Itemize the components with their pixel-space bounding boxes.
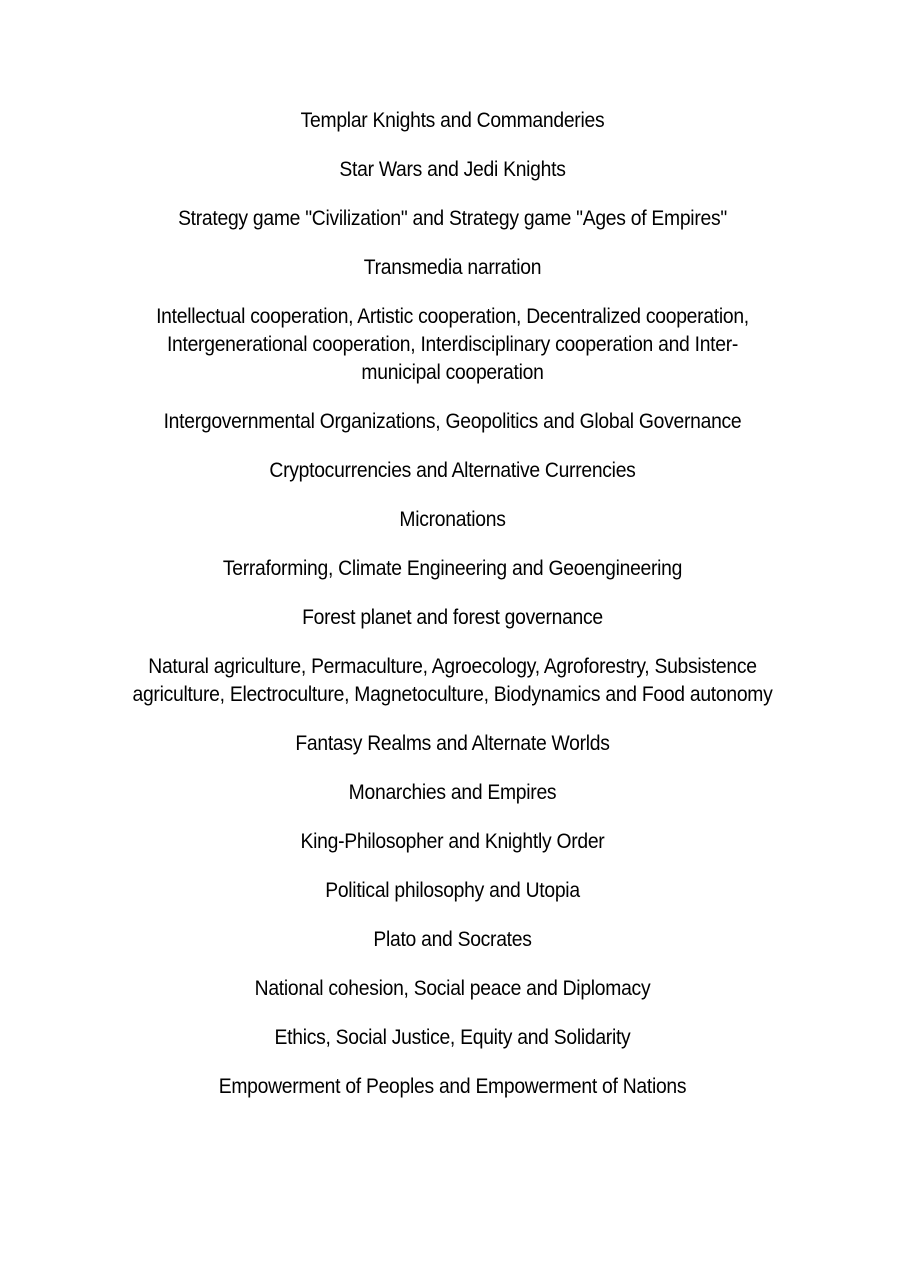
topic-line: Cryptocurrencies and Alternative Currencies <box>269 459 636 482</box>
topic-item <box>119 408 786 436</box>
topic-item <box>119 457 786 485</box>
topic-item <box>119 604 786 632</box>
topic-item <box>119 1024 786 1052</box>
topic-item <box>119 107 786 135</box>
topic-line: Political philosophy and Utopia <box>325 879 580 902</box>
topic-line: King-Philosopher and Knightly Order <box>300 830 605 853</box>
topic-line: Fantasy Realms and Alternate Worlds <box>295 732 610 755</box>
topic-line: Monarchies and Empires <box>348 781 557 804</box>
topic-item <box>119 205 786 233</box>
topic-item <box>119 555 786 583</box>
topic-line: Terraforming, Climate Engineering and Geoengineering <box>222 557 683 580</box>
topic-item <box>119 156 786 184</box>
topic-line: Micronations <box>399 508 506 531</box>
topic-item <box>119 1073 786 1101</box>
topic-list <box>90 107 815 1122</box>
topic-line: Natural agriculture, Permaculture, Agroecology, Agroforestry, Subsistence <box>148 655 757 678</box>
topic-line: Intergenerational cooperation, Interdisciplinary cooperation and Inter- <box>166 333 739 356</box>
topic-line: Plato and Socrates <box>373 928 532 951</box>
topic-line: Intergovernmental Organizations, Geopolitics and Global Governance <box>163 410 742 433</box>
topic-line: Templar Knights and Commanderies <box>300 109 605 132</box>
topic-item <box>119 975 786 1003</box>
topic-line: Ethics, Social Justice, Equity and Solidarity <box>274 1026 631 1049</box>
topic-item <box>119 653 786 709</box>
topic-line: Star Wars and Jedi Knights <box>339 158 566 181</box>
topic-item <box>119 926 786 954</box>
topic-item <box>119 877 786 905</box>
topic-line: National cohesion, Social peace and Diplomacy <box>254 977 651 1000</box>
topic-item <box>119 779 786 807</box>
topic-line: municipal cooperation <box>361 361 544 384</box>
topic-line: Intellectual cooperation, Artistic cooperation, Decentralized cooperation, <box>156 305 749 328</box>
topic-line: Empowerment of Peoples and Empowerment of Nations <box>218 1075 687 1098</box>
topic-item <box>119 828 786 856</box>
topic-line: Strategy game "Civilization" and Strategy game "Ages of Empires" <box>178 207 727 230</box>
topic-item <box>119 254 786 282</box>
topic-line: Transmedia narration <box>363 256 542 279</box>
topic-item <box>119 303 786 387</box>
topic-line: agriculture, Electroculture, Magnetoculture, Biodynamics and Food autonomy <box>132 683 773 706</box>
topic-line: Forest planet and forest governance <box>302 606 603 629</box>
topic-item <box>119 506 786 534</box>
topic-item <box>119 730 786 758</box>
